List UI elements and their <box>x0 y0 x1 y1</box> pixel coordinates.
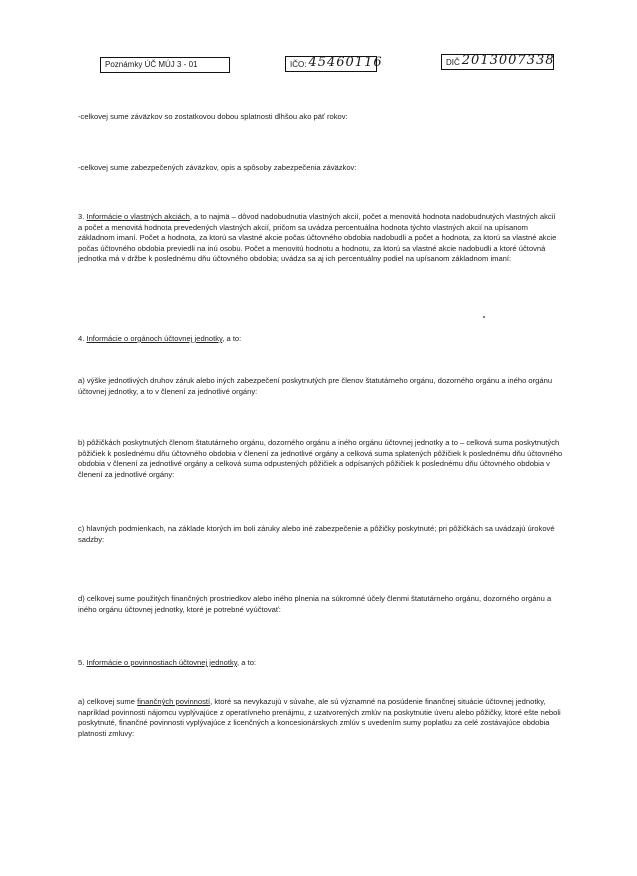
section-5a-financial-obligations <box>78 697 563 739</box>
section-4c-conditions: c) hlavných podmienkach, na základe ktorých im boli záruky alebo iné zabezpečenie a pôžičky poskytnuté; pri pôžičkách sa uvádzajú úrokové sadzby: <box>78 524 555 544</box>
section-3-text: , a to najmä – dôvod nadobudnutia vlastných akcií, počet a menovitá hodnota nadobudnutých vlastných akcií a počet a menovitá hodnota prevedených vlastných akcií, pričom sa uvádza percentuálna hodnota týchto vlastných akcií na upísanom základnom imaní. Počet a hodnota, za ktorú sa vlastné akcie počas účtovného obdobia nadobudli a počet a hodnota, za ktorú sa vlastné akcie počas účtovného obdobia previedli na inú osobu. Počet a menovitú hodnotu a hodnotu, za ktorú sa vlastné akcie nadobudli a ktoré účtovná jednotka má v držbe k poslednému dňu účtovného obdobia; uvádza sa aj ich percentuálny podiel na upísanom základnom imaní: <box>78 212 557 264</box>
section-5a-prefix: a) celkovej sume <box>78 697 138 706</box>
document-reference: Poznámky ÚČ MÚJ 3 - 01 <box>105 60 198 69</box>
section-4-number: 4. <box>78 334 85 343</box>
section-3-number: 3. <box>78 212 85 221</box>
section-5-suffix: , a to: <box>237 658 257 667</box>
section-4-bodies <box>78 334 560 345</box>
document-reference-box <box>100 57 230 73</box>
section-5-title: Informácie o povinnostiach účtovnej jednotky <box>86 658 238 667</box>
section-3-own-shares <box>78 212 560 265</box>
paragraph-long-term-liabilities: -celkovej sume záväzkov so zostatkovou dobou splatnosti dlhšou ako päť rokov: <box>78 112 348 121</box>
section-5-number: 5. <box>78 658 85 667</box>
section-4-title: Informácie o orgánoch účtovnej jednotky <box>86 334 223 343</box>
section-5-obligations <box>78 658 560 669</box>
section-3-title: Informácie o vlastných akciách <box>86 212 190 221</box>
section-5a-text: , ktoré sa nevykazujú v súvahe, ale sú významné na posúdenie finančnej situácie účtovnej jednotky, napríklad povinnosti nájomcu vyplývajúce z operatívneho prenájmu, z uzatvorených zmlúv na poskytnutie úveru alebo pôžičky, ktoré ešte neboli poskytnuté, finančné povinnosti vyplývajúce z licenčných a koncesionárskych zmlúv s uvedením sumy poplatku za celé zostávajúce obdobia platnosti zmluvy: <box>78 697 561 738</box>
dic-value: 2013007338 <box>461 53 555 68</box>
dic-box <box>441 54 554 70</box>
ico-label: IČO: <box>290 60 307 69</box>
section-4-suffix: , a to: <box>222 334 242 343</box>
section-5a-underlined: finančných povinností <box>137 697 211 706</box>
section-4d-private-use: d) celkovej sume použitých finančných prostriedkov alebo iného plnenia na súkromné účely členmi štatutárneho orgánu, dozorného orgánu a iného orgánu účtovnej jednotky, ktoré je potrebné vyúčtovať: <box>78 594 552 614</box>
dic-label: DIČ <box>446 58 460 67</box>
section-4b-loans: b) pôžičkách poskytnutých členom štatutárneho orgánu, dozorného orgánu a iného orgánu účtovnej jednotky a to – celková suma poskytnutých pôžičiek k poslednému dňu účtovného obdobia v členení za jednotlivé orgány a celková suma splatených pôžičiek k poslednému dňu účtovného obdobia v členení za jednotlivé orgány a celková suma odpustených pôžičiek a odpísaných pôžičiek k poslednému dňu účtovného obdobia v členení za jednotlivé orgány: <box>78 438 563 479</box>
ico-value: 45460116 <box>308 55 383 70</box>
section-4a-guarantees: a) výške jednotlivých druhov záruk alebo iných zabezpečení poskytnutých pre členov štatutárneho orgánu, dozorného orgánu a iného orgánu účtovnej jednotky, a to v členení za jednotlivé orgány: <box>78 376 553 396</box>
ico-box <box>285 55 383 72</box>
scan-speck <box>483 316 485 318</box>
paragraph-secured-liabilities: -celkovej sume zabezpečených záväzkov, opis a spôsoby zabezpečenia záväzkov: <box>78 163 357 172</box>
